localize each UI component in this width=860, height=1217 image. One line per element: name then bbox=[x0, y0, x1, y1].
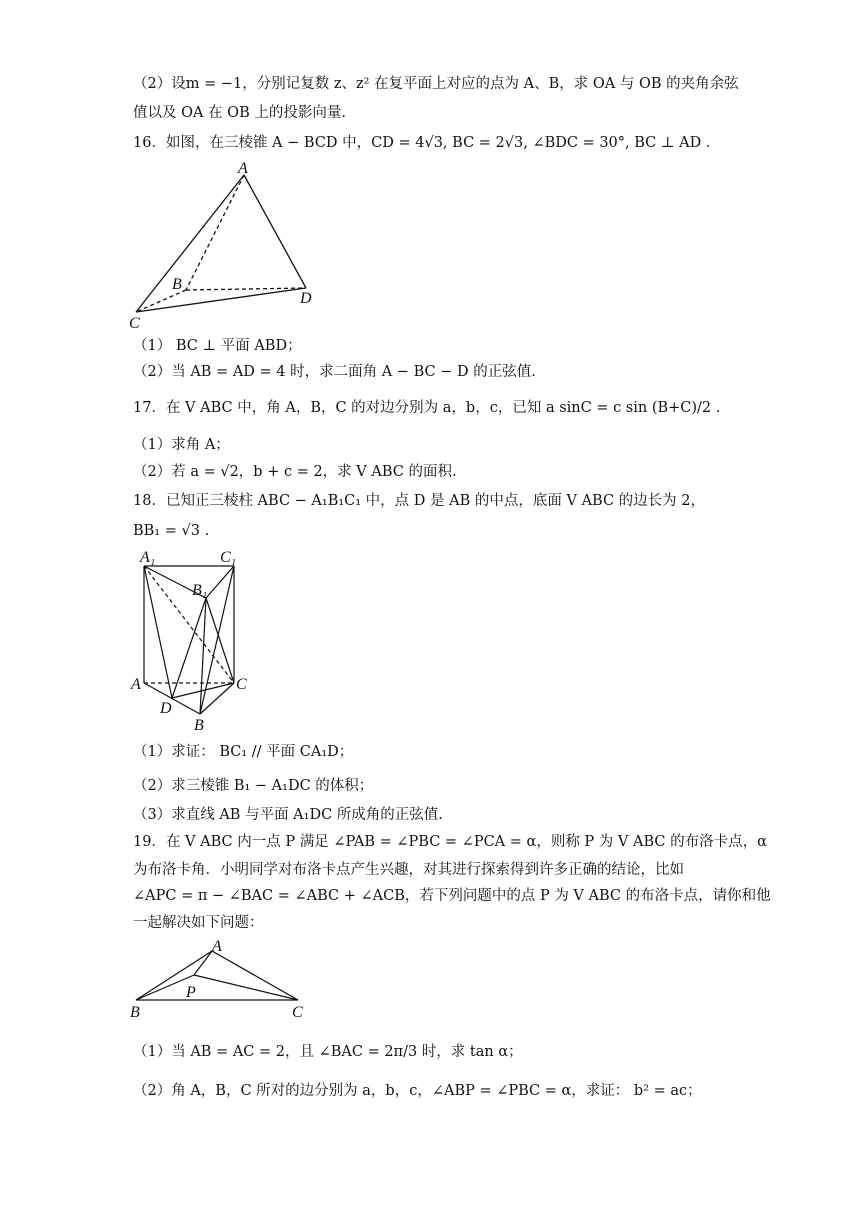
edge-AB bbox=[136, 951, 212, 1000]
q18-figure bbox=[130, 546, 255, 736]
edge-AB bbox=[144, 683, 200, 714]
q17-part2: （2）若 a = √2，b + c = 2，求 V ABC 的面积. bbox=[133, 464, 457, 480]
vertex-label-A: A bbox=[131, 676, 141, 693]
q19-figure bbox=[126, 938, 326, 1020]
vertex-label-D: D bbox=[160, 700, 172, 717]
edge-AD bbox=[244, 175, 306, 288]
vertex-label-C: C bbox=[292, 1004, 303, 1020]
q16-part2: （2）当 AB = AD = 4 时，求二面角 A − BC − D 的正弦值. bbox=[133, 364, 536, 380]
q17-part1: （1）求角 A； bbox=[133, 437, 230, 453]
q19-stem-line4: 一起解决如下问题： bbox=[133, 915, 264, 931]
q15-part2-line1: （2）设m = −1，分别记复数 z、z² 在复平面上对应的点为 A、B，求 OA 与 OB 的夹角余弦 bbox=[133, 76, 739, 92]
vertex-label-A1: A₁ bbox=[140, 549, 156, 566]
vertex-label-A: A bbox=[212, 938, 222, 955]
q16-figure bbox=[126, 160, 326, 332]
q18-part3: （3）求直线 AB 与平面 A₁DC 所成角的正弦值. bbox=[133, 807, 443, 823]
q19-stem-line1: 19．在 V ABC 内一点 P 满足 ∠PAB = ∠PBC = ∠PCA = α，则称 P 为 V ABC 的布洛卡点，α bbox=[133, 834, 767, 850]
q16-part1: （1） BC ⊥ 平面 ABD； bbox=[133, 338, 302, 354]
q18-stem-line2: BB₁ = √3 . bbox=[133, 523, 210, 539]
edge-AC bbox=[136, 175, 244, 312]
q18-part2: （2）求三棱锥 B₁ − A₁DC 的体积； bbox=[133, 778, 374, 794]
vertex-label-D: D bbox=[300, 290, 312, 307]
q17-stem: 17．在 V ABC 中，角 A，B，C 的对边分别为 a，b，c，已知 a sinC = c sin (B+C)/2 . bbox=[133, 400, 721, 416]
q16-stem: 16．如图，在三棱锥 A − BCD 中，CD = 4√3, BC = 2√3, ∠BDC = 30°, BC ⊥ AD ． bbox=[133, 135, 721, 151]
vertex-label-C: C bbox=[129, 315, 140, 332]
vertex-label-B: B bbox=[194, 717, 204, 734]
edge-BD-hidden bbox=[186, 288, 306, 290]
vertex-label-C1: C₁ bbox=[220, 549, 237, 566]
vertex-label-B: B bbox=[172, 276, 182, 293]
q19-part1: （1）当 AB = AC = 2，且 ∠BAC = 2π/3 时，求 tan α； bbox=[133, 1044, 523, 1060]
edge-AB-hidden bbox=[186, 175, 244, 290]
segment-AP bbox=[194, 951, 212, 975]
edge-CD bbox=[136, 288, 306, 312]
q19-stem-line2: 为布洛卡角．小明同学对布洛卡点产生兴趣，对其进行探索得到许多正确的结论，比如 bbox=[133, 862, 684, 878]
edge-AC bbox=[212, 951, 298, 1000]
segment-CP bbox=[194, 975, 298, 1000]
q19-stem-line3: ∠APC = π − ∠BAC = ∠ABC + ∠ACB，若下列问题中的点 P 为 V ABC 的布洛卡点，请你和他 bbox=[133, 888, 771, 904]
edge-A1D bbox=[144, 566, 172, 698]
q18-stem-line1: 18．已知正三棱柱 ABC − A₁B₁C₁ 中，点 D 是 AB 的中点，底面 V ABC 的边长为 2， bbox=[133, 493, 705, 509]
q15-part2-line2: 值以及 OA 在 OB 上的投影向量. bbox=[133, 105, 346, 121]
vertex-label-A: A bbox=[238, 160, 248, 177]
edge-DC bbox=[172, 683, 234, 698]
q18-part1: （1）求证： BC₁ // 平面 CA₁D； bbox=[133, 744, 354, 760]
edge-BB1 bbox=[200, 598, 206, 714]
vertex-label-B: B bbox=[130, 1004, 140, 1020]
point-label-P: P bbox=[186, 984, 196, 1001]
q19-part2: （2）角 A，B，C 所对的边分别为 a，b，c，∠ABP = ∠PBC = α，求证： b² = ac； bbox=[133, 1083, 702, 1099]
vertex-label-B1: B₁ bbox=[192, 582, 208, 599]
vertex-label-C: C bbox=[236, 676, 247, 693]
